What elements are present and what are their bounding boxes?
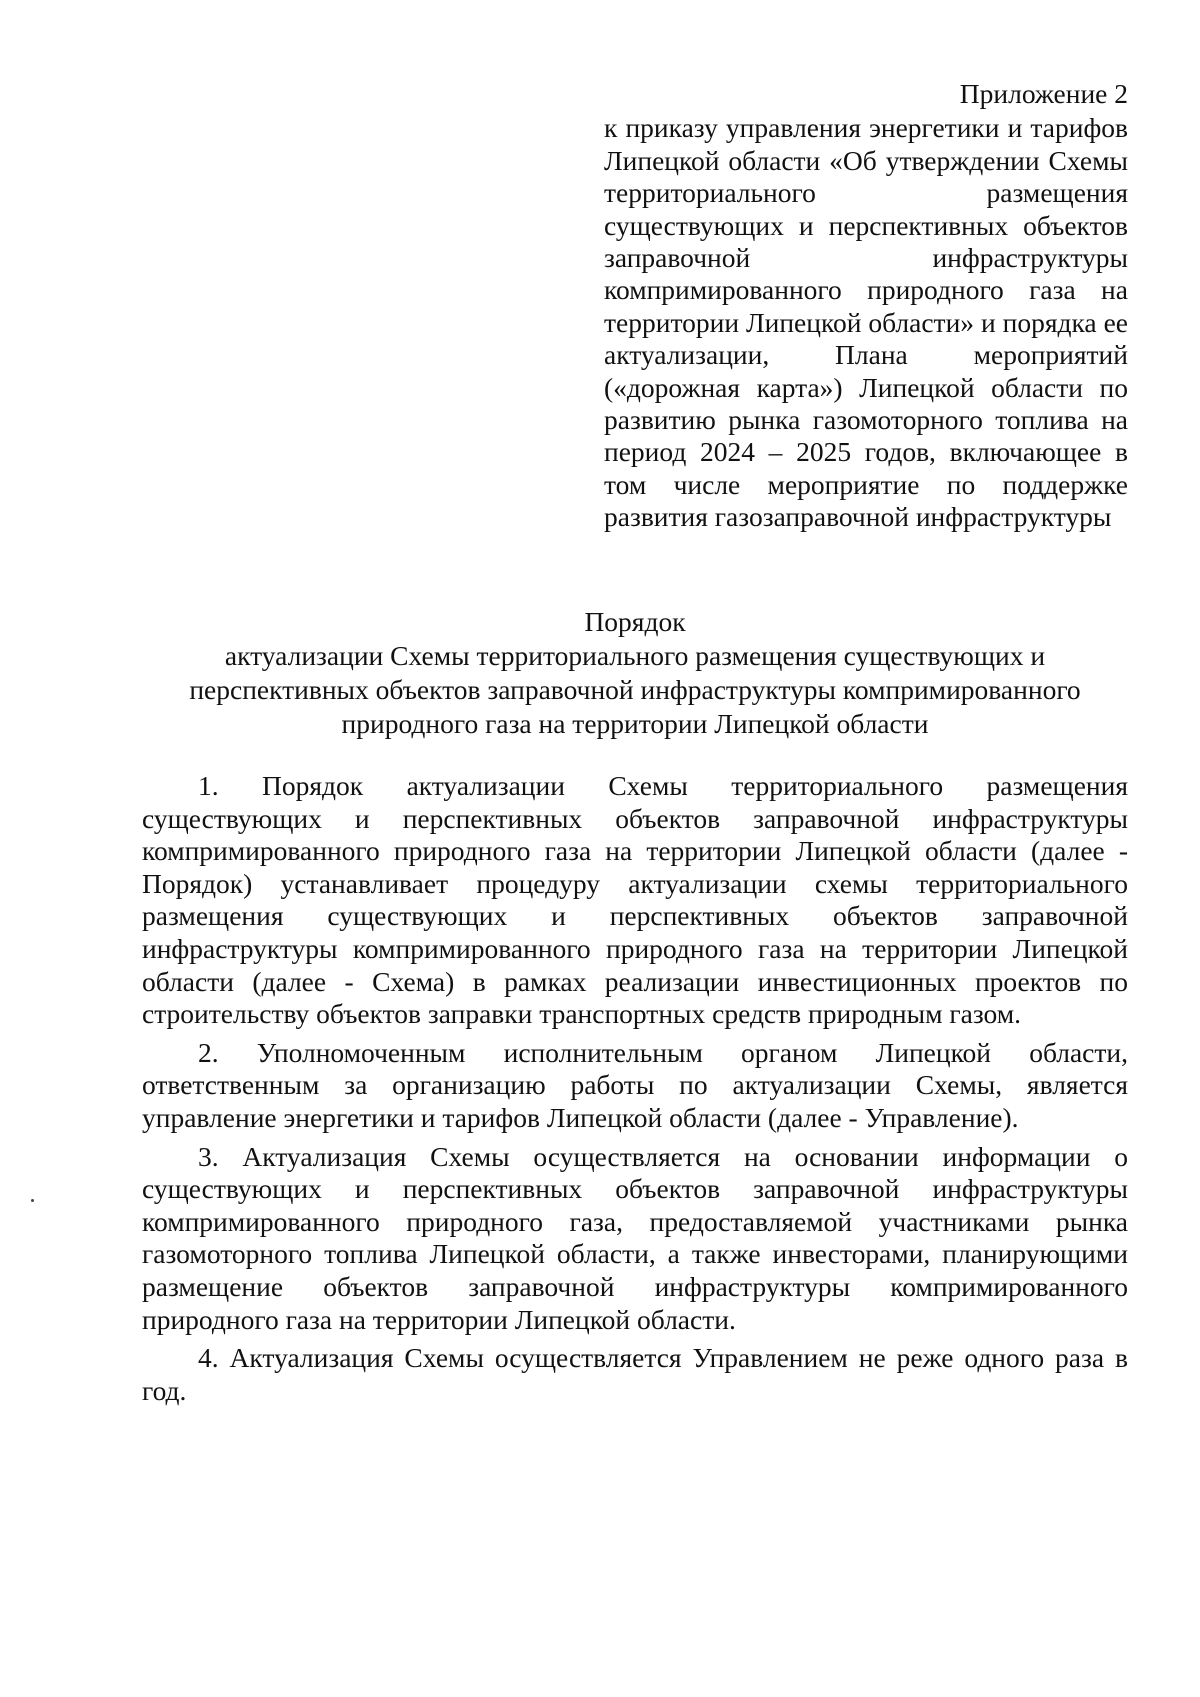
heading-subtitle-line-1: актуализации Схемы территориального размещения существующих и xyxy=(224,640,1046,671)
scan-speck xyxy=(31,1199,34,1202)
document-body xyxy=(142,770,1128,1413)
paragraph-1: 1. Порядок актуализации Схемы территориального размещения существующих и перспективных объектов заправочной инфраструктуры компримированного природного газа на территории Липецкой области (далее - Порядок) устанавливает процедуру актуализации схемы территориального размещения существующих и перспективных объектов заправочной инфраструктуры компримированного природного газа на территории Липецкой области (далее - Схема) в рамках реализации инвестиционных проектов по строительству объектов заправки транспортных средств природным газом. xyxy=(142,770,1128,1030)
appendix-block xyxy=(604,78,1128,534)
heading-subtitle-line-3: природного газа на территории Липецкой области xyxy=(341,708,929,739)
heading-subtitle-line-2: перспективных объектов заправочной инфраструктуры компримированного xyxy=(189,674,1081,705)
paragraph-4: 4. Актуализация Схемы осуществляется Управлением не реже одного раза в год. xyxy=(142,1342,1128,1406)
appendix-title: Приложение 2 xyxy=(959,78,1128,109)
heading-title: Порядок xyxy=(584,606,686,637)
paragraph-2: 2. Уполномоченным исполнительным органом Липецкой области, ответственным за организацию работы по актуализации Схемы, является управление энергетики и тарифов Липецкой области (далее - Управление). xyxy=(142,1036,1128,1133)
appendix-text: к приказу управления энергетики и тарифов Липецкой области «Об утверждении Схемы территориального размещения существующих и перспективных объектов заправочной инфраструктуры компримированного природного газа на территории Липецкой области» и порядка ее актуализации, Плана мероприятий («дорожная карта») Липецкой области по развитию рынка газомоторного топлива на период 2024 – 2025 годов, включающее в том числе мероприятие по поддержке развития газозаправочной инфраструктуры xyxy=(604,112,1128,533)
paragraph-3: 3. Актуализация Схемы осуществляется на основании информации о существующих и перспективных объектов заправочной инфраструктуры компримированного природного газа, предоставляемой участниками рынка газомоторного топлива Липецкой области, а также инвесторами, планирующими размещение объектов заправочной инфраструктуры компримированного природного газа на территории Липецкой области. xyxy=(142,1140,1128,1335)
document-heading xyxy=(140,605,1130,741)
